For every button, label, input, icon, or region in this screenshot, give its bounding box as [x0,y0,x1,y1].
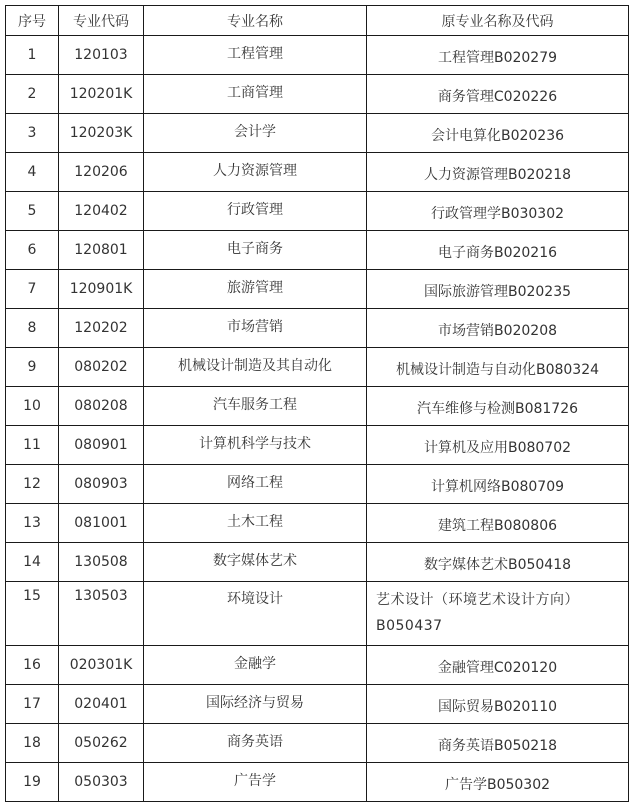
table-row [6,465,629,504]
cell-major-code: 050262 [59,724,144,763]
table-row [6,724,629,763]
cell-index: 18 [6,724,59,763]
table-row [6,685,629,724]
cell-major-code: 130503 [59,582,144,646]
table-row [6,36,629,75]
cell-original-major: 商务管理C020226 [367,75,629,114]
cell-major-name: 金融学 [144,646,367,685]
cell-major-name: 商务英语 [144,724,367,763]
cell-major-name: 电子商务 [144,231,367,270]
cell-index: 15 [6,582,59,646]
cell-original-major: 会计电算化B020236 [367,114,629,153]
cell-original-major: 国际旅游管理B020235 [367,270,629,309]
cell-major-code: 120203K [59,114,144,153]
table-row [6,192,629,231]
table-row [6,426,629,465]
cell-major-code: 020401 [59,685,144,724]
cell-major-name: 人力资源管理 [144,153,367,192]
cell-original-major: 数字媒体艺术B050418 [367,543,629,582]
cell-original-major: 市场营销B020208 [367,309,629,348]
table-row [6,387,629,426]
cell-index: 4 [6,153,59,192]
cell-original-major: 机械设计制造与自动化B080324 [367,348,629,387]
cell-major-code: 020301K [59,646,144,685]
cell-index: 3 [6,114,59,153]
cell-major-code: 120901K [59,270,144,309]
cell-major-code: 120206 [59,153,144,192]
cell-major-code: 120402 [59,192,144,231]
table-row [6,582,629,646]
cell-index: 17 [6,685,59,724]
cell-index: 13 [6,504,59,543]
table-row [6,309,629,348]
cell-index: 1 [6,36,59,75]
cell-original-major: 商务英语B050218 [367,724,629,763]
cell-major-code: 120103 [59,36,144,75]
header-major-code: 专业代码 [59,6,144,36]
cell-original-major: 国际贸易B020110 [367,685,629,724]
cell-original-major: 人力资源管理B020218 [367,153,629,192]
cell-index: 19 [6,763,59,802]
cell-index: 6 [6,231,59,270]
cell-index: 10 [6,387,59,426]
cell-major-code: 120201K [59,75,144,114]
cell-major-code: 080903 [59,465,144,504]
cell-major-name: 网络工程 [144,465,367,504]
table-row [6,646,629,685]
cell-original-major: 建筑工程B080806 [367,504,629,543]
table-row [6,153,629,192]
table-row [6,504,629,543]
cell-major-name: 数字媒体艺术 [144,543,367,582]
cell-major-name: 土木工程 [144,504,367,543]
cell-major-code: 050303 [59,763,144,802]
cell-major-code: 080202 [59,348,144,387]
cell-index: 16 [6,646,59,685]
cell-major-name: 广告学 [144,763,367,802]
cell-original-major: 汽车维修与检测B081726 [367,387,629,426]
major-mapping-table [5,5,629,802]
cell-major-name: 机械设计制造及其自动化 [144,348,367,387]
cell-major-name: 旅游管理 [144,270,367,309]
cell-major-code: 081001 [59,504,144,543]
header-original-major: 原专业名称及代码 [367,6,629,36]
cell-index: 9 [6,348,59,387]
cell-index: 11 [6,426,59,465]
cell-original-major: 金融管理C020120 [367,646,629,685]
cell-major-name: 计算机科学与技术 [144,426,367,465]
cell-original-major: 行政管理学B030302 [367,192,629,231]
table-row [6,348,629,387]
table-row [6,75,629,114]
cell-major-name: 市场营销 [144,309,367,348]
header-major-name: 专业名称 [144,6,367,36]
cell-major-code: 080901 [59,426,144,465]
cell-major-code: 130508 [59,543,144,582]
cell-index: 2 [6,75,59,114]
cell-index: 14 [6,543,59,582]
cell-original-major: 电子商务B020216 [367,231,629,270]
cell-index: 8 [6,309,59,348]
table-row [6,114,629,153]
cell-major-name: 会计学 [144,114,367,153]
table-row [6,231,629,270]
cell-original-major: 艺术设计（环境艺术设计方向）B050437 [367,582,629,646]
cell-major-name: 国际经济与贸易 [144,685,367,724]
cell-original-major: 计算机及应用B080702 [367,426,629,465]
cell-index: 5 [6,192,59,231]
table-row [6,543,629,582]
cell-major-code: 120202 [59,309,144,348]
cell-major-code: 080208 [59,387,144,426]
cell-original-major: 计算机网络B080709 [367,465,629,504]
cell-major-code: 120801 [59,231,144,270]
table-row [6,763,629,802]
cell-major-name: 汽车服务工程 [144,387,367,426]
cell-index: 7 [6,270,59,309]
cell-major-name: 工程管理 [144,36,367,75]
cell-major-name: 环境设计 [144,582,367,646]
table-header-row [6,6,629,36]
cell-major-name: 工商管理 [144,75,367,114]
table-row [6,270,629,309]
cell-index: 12 [6,465,59,504]
cell-major-name: 行政管理 [144,192,367,231]
cell-original-major: 广告学B050302 [367,763,629,802]
cell-original-major: 工程管理B020279 [367,36,629,75]
header-index: 序号 [6,6,59,36]
